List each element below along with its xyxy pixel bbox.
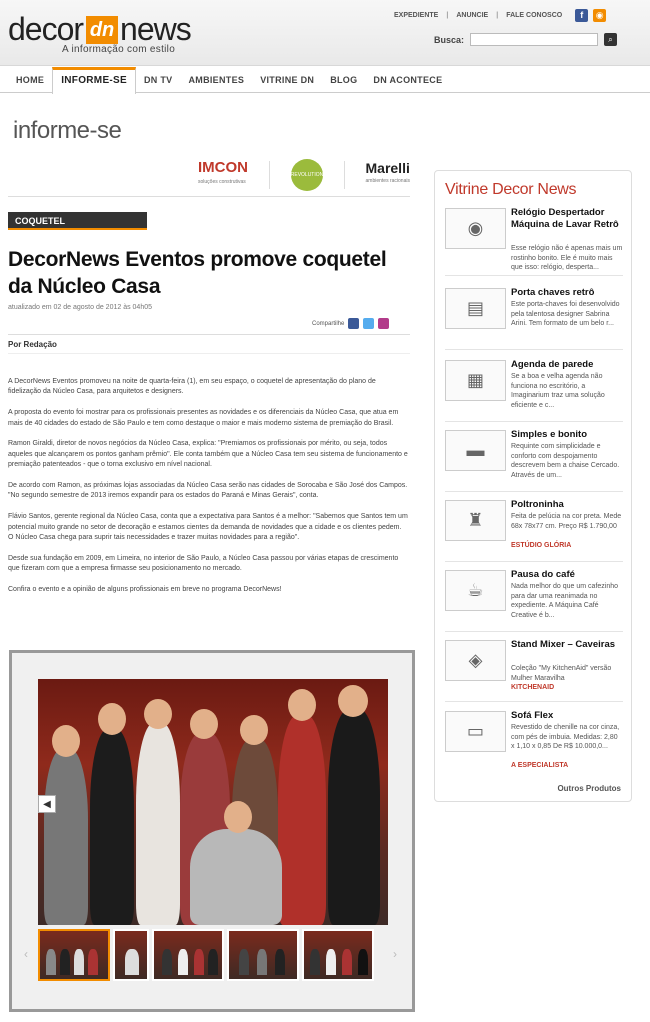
product-name[interactable]: Agenda de parede — [511, 359, 594, 370]
product-item[interactable] — [445, 711, 623, 773]
product-desc: Se a boa e velha agenda não funciona no escritório, a Imaginarium traz uma solução eficiente e c... — [511, 373, 605, 409]
site-tagline: A informação com estilo — [62, 44, 176, 55]
gallery-thumbnail[interactable] — [113, 929, 149, 981]
facebook-icon[interactable]: f — [575, 9, 588, 22]
product-name[interactable]: Porta chaves retrô — [511, 287, 595, 298]
product-item[interactable] — [445, 640, 623, 702]
rss-icon[interactable]: ◉ — [593, 9, 606, 22]
logo-word-news: news — [120, 11, 191, 47]
article-headline: DecorNews Eventos promove coquetel da Núcleo Casa — [8, 248, 387, 298]
sponsor-imcon-sub: soluções construtivas — [198, 179, 246, 185]
site-header — [0, 0, 650, 66]
search-label: Busca: — [434, 34, 465, 45]
facebook-share-icon[interactable] — [348, 318, 359, 329]
divider — [8, 353, 410, 354]
article-paragraph: Confira o evento e a opinião de alguns profissionais em breve no programa DecorNews! — [8, 586, 282, 594]
gallery-thumbnail[interactable] — [152, 929, 224, 981]
photo-figure-head — [338, 685, 368, 717]
product-item[interactable] — [445, 360, 623, 422]
product-name[interactable]: Simples e bonito — [511, 429, 588, 440]
product-brand[interactable]: A ESPECIALISTA — [511, 762, 569, 769]
article-byline: Por Redação — [8, 340, 57, 349]
product-desc: Requinte com simplicidade e conforto com despojamento descrevem bem a chaise Cercado. Através de um... — [511, 443, 620, 479]
orkut-share-icon[interactable] — [378, 318, 389, 329]
article-updated: atualizado em 02 de agosto de 2012 às 04h05 — [8, 304, 153, 311]
chaise-icon[interactable]: ▬ — [445, 430, 506, 471]
divider — [269, 161, 270, 189]
divider — [344, 161, 345, 189]
wall-planner-icon[interactable]: ▦ — [445, 360, 506, 401]
product-item[interactable] — [445, 500, 623, 562]
search-icon[interactable]: ⌕ — [604, 33, 617, 46]
product-item[interactable] — [445, 208, 623, 276]
link-expediente[interactable]: EXPEDIENTE — [394, 12, 439, 19]
sofa-icon[interactable]: ▭ — [445, 711, 506, 752]
sponsor-revolution[interactable]: REVOLUTION — [291, 159, 323, 191]
gallery-thumbnail[interactable] — [302, 929, 374, 981]
sponsor-imcon[interactable] — [198, 161, 248, 189]
divider: | — [446, 12, 449, 19]
link-fale-conosco[interactable]: FALE CONOSCO — [506, 12, 563, 19]
logo-mark: dn — [86, 16, 118, 44]
product-desc: Nada melhor do que um cafezinho para dar uma reanimada no expediente. A Máquina Café Creative é b... — [511, 583, 619, 619]
main-nav — [0, 67, 650, 93]
radio-key-holder-icon[interactable]: ▤ — [445, 288, 506, 329]
article-paragraph: A proposta do evento foi mostrar para os profissionais presentes as novidades e os diferenciais da Núcleo Casa, que atua em mais de 40 cidades do estado de São Paulo e tem como destaque o maior e mais moderno sistema de premiação do Brasil. — [8, 409, 399, 427]
divider — [8, 334, 410, 335]
armchair-icon[interactable]: ♜ — [445, 500, 506, 541]
product-brand[interactable]: ESTÚDIO GLÓRIA — [511, 542, 572, 549]
nav-dn-acontece[interactable]: DN ACONTECE — [373, 75, 443, 85]
sidebar-title: Vitrine Decor News — [445, 181, 577, 198]
gallery-thumbnails — [38, 929, 388, 983]
article-paragraph: De acordo com Ramon, as próximas lojas associadas da Núcleo Casa serão nas cidades de Sorocaba e São José dos Campos. "No segundo semestre de 2013 iremos expandir para os estados do Paraná e Minas Gerais", conta. — [8, 482, 408, 500]
product-name[interactable]: Relógio Despertador Máquina de Lavar Retrô — [511, 207, 619, 230]
logo-word-decor: decor — [8, 11, 84, 47]
photo-figure-head — [240, 715, 268, 745]
category-label[interactable]: COQUETEL — [8, 212, 147, 230]
share-bar — [312, 318, 389, 329]
coffee-machine-icon[interactable]: ☕ — [445, 570, 506, 611]
nav-dn-tv[interactable]: DN TV — [143, 75, 173, 85]
product-name[interactable]: Sofá Flex — [511, 710, 554, 721]
nav-home[interactable]: HOME — [16, 75, 45, 85]
link-anuncie[interactable]: ANUNCIE — [456, 12, 489, 19]
divider — [8, 196, 410, 197]
product-name[interactable]: Pausa do café — [511, 569, 575, 580]
product-name[interactable]: Stand Mixer – Caveiras — [511, 639, 616, 650]
photo-figure-head — [224, 801, 252, 833]
section-title: informe-se — [13, 117, 122, 144]
photo-figure — [136, 723, 180, 925]
product-desc: Coleção "My KitchenAid" versão Mulher Maravilha — [511, 665, 612, 682]
nav-ambientes[interactable]: AMBIENTES — [188, 75, 245, 85]
product-desc: Revestido de chenille na cor cinza, com pés de imbuia. Medidas: 2,80 x 1,10 x 0,85 De R$ 10.000,0... — [511, 724, 620, 751]
sponsor-imcon-name: IMCON — [198, 159, 248, 176]
gallery-prev-arrow-icon[interactable]: ◀ — [38, 795, 56, 813]
article-paragraph: Flávio Santos, gerente regional da Núcleo Casa, conta que a expectativa para Santos é a melhor: "Sabemos que Santos tem um potencial muito grande no setor de decoração e estamos cientes da demanda de novidades que a cidade e os clientes pedem. O Núcleo Casa chega para suprir tais necessidades e trazer muitas novidades para a região". — [8, 513, 408, 542]
product-item[interactable] — [445, 430, 623, 492]
sponsor-marelli-name: Marelli — [365, 160, 410, 176]
article-body — [8, 377, 408, 606]
photo-figure-head — [288, 689, 316, 721]
vitrine-sidebar — [434, 170, 632, 802]
share-label: Compartilhe — [312, 320, 345, 327]
article-paragraph: Desde sua fundação em 2009, em Limeira, no interior de São Paulo, a Núcleo Casa passou por várias etapas de crescimento que fizeram com que a empresa firmasse seu posicionamento no mercado. — [8, 554, 399, 573]
divider: | — [496, 12, 499, 19]
product-name[interactable]: Poltroninha — [511, 499, 564, 510]
article-paragraph: A DecorNews Eventos promoveu na noite de quarta-feira (1), em seu espaço, o coquetel de apresentação do plano de fidelização da Núcleo Casa, para arquitetos e designers. — [8, 378, 376, 396]
sponsor-marelli[interactable] — [366, 162, 410, 188]
photo-figure-head — [98, 703, 126, 735]
more-products-link[interactable]: Outros Produtos — [557, 784, 621, 793]
product-desc: Este porta-chaves foi desenvolvido pela talentosa designer Sabrina Arini. Tem formato de um belo r... — [511, 301, 620, 328]
article-paragraph: Ramon Giraldi, diretor de novos negócios da Núcleo Casa, explica: "Premiamos os profissionais por mérito, ou seja, todos aqueles que alcançarem os pontos ganham prêmio". Ele conta também que a Núcleo Casa tem seu sistema de funcionamento e premiação patenteados - que o torna exclusivo em nível nacional. — [8, 440, 408, 469]
product-brand[interactable]: KITCHENAID — [511, 684, 555, 691]
twitter-share-icon[interactable] — [363, 318, 374, 329]
washing-machine-clock-icon[interactable]: ◉ — [445, 208, 506, 249]
thumbs-prev-icon[interactable]: ‹ — [24, 947, 28, 961]
photo-figure — [328, 709, 380, 925]
stand-mixer-icon[interactable]: ◈ — [445, 640, 506, 681]
search-box — [434, 33, 617, 46]
nav-informe-se[interactable]: INFORME-SE — [52, 67, 136, 94]
product-desc: Esse relógio não é apenas mais um rostinho bonito. Ele é muito mais que isso: relógio, desperta... — [511, 245, 623, 272]
photo-figure-head — [144, 699, 172, 729]
gallery-thumbnail[interactable] — [38, 929, 110, 981]
sponsor-marelli-sub: ambientes racionais — [365, 178, 410, 184]
site-logo[interactable] — [8, 10, 191, 47]
gallery-thumbnail[interactable] — [227, 929, 299, 981]
photo-figure-head — [52, 725, 80, 757]
nav-blog[interactable]: BLOG — [330, 75, 358, 85]
search-input[interactable] — [470, 33, 598, 46]
photo-figure — [190, 829, 282, 925]
nav-vitrine-dn[interactable]: VITRINE DN — [260, 75, 315, 85]
product-item[interactable] — [445, 570, 623, 632]
top-links — [394, 9, 606, 22]
photo-figure — [278, 715, 326, 925]
sponsor-logos — [198, 156, 410, 194]
product-item[interactable] — [445, 288, 623, 350]
photo-gallery — [9, 650, 415, 1012]
photo-figure — [90, 729, 134, 925]
photo-figure-head — [190, 709, 218, 739]
product-desc: Feita de pelúcia na cor preta. Mede 68x 78x77 cm. Preço R$ 1.790,00 — [511, 513, 622, 530]
photo-figure — [44, 749, 88, 925]
thumbs-next-icon[interactable]: › — [393, 947, 397, 961]
gallery-main-photo[interactable] — [38, 679, 388, 925]
